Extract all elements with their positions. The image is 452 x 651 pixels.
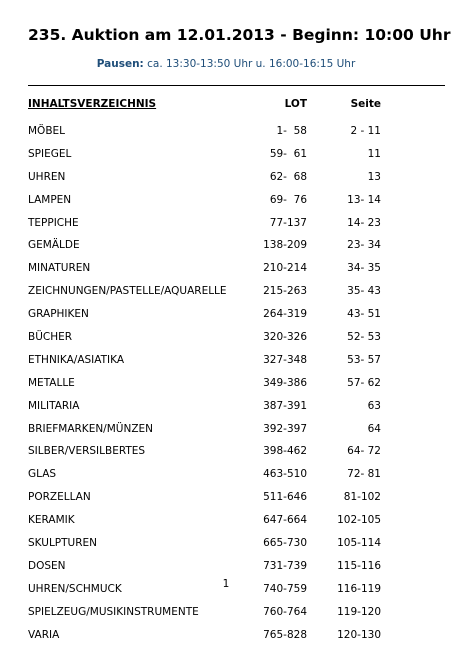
toc-row bbox=[28, 171, 381, 194]
pauses-value: ca. 13:30-13:50 Uhr u. 16:00-16:15 Uhr bbox=[147, 58, 356, 70]
lot-range: 77-137 bbox=[269, 216, 307, 229]
toc-row bbox=[28, 491, 381, 514]
lot-range: 665-730 bbox=[263, 537, 307, 550]
toc-row bbox=[28, 377, 381, 400]
lot-range: 138-209 bbox=[263, 239, 307, 252]
horizontal-divider bbox=[28, 85, 445, 86]
toc-row bbox=[28, 148, 381, 171]
page-range: 14- 23 bbox=[347, 216, 381, 229]
lot-range: 1- 58 bbox=[276, 125, 307, 137]
page-range: 2 - 11 bbox=[350, 125, 381, 137]
category-name: MINATUREN bbox=[28, 262, 91, 275]
lot-range: 349-386 bbox=[263, 376, 307, 389]
category-name: SPIEGEL bbox=[28, 147, 72, 160]
lot-column-header: LOT bbox=[284, 98, 307, 110]
page-range: 64- 72 bbox=[347, 445, 381, 458]
page-range: 116-119 bbox=[337, 582, 381, 595]
category-name: KERAMIK bbox=[28, 514, 75, 527]
category-name: BÜCHER bbox=[28, 331, 73, 344]
lot-range: 398-462 bbox=[263, 445, 307, 458]
category-name: SILBER/VERSILBERTES bbox=[28, 445, 146, 458]
toc-row bbox=[28, 514, 381, 537]
toc-row bbox=[28, 125, 381, 148]
page-range: 81-102 bbox=[343, 491, 381, 504]
toc-row bbox=[28, 308, 381, 331]
toc-row bbox=[28, 194, 381, 217]
page-range: 43- 51 bbox=[347, 308, 381, 321]
toc-row bbox=[28, 217, 381, 240]
lot-range: 765-828 bbox=[263, 628, 307, 641]
lot-range: 387-391 bbox=[263, 399, 307, 412]
toc-heading: INHALTSVERZEICHNIS bbox=[28, 98, 157, 110]
category-name: ZEICHNUNGEN/PASTELLE/AQUARELLE bbox=[28, 285, 227, 298]
category-name: GEMÄLDE bbox=[28, 239, 80, 252]
page-range: 63 bbox=[367, 399, 381, 412]
lot-range: 647-664 bbox=[263, 514, 307, 527]
lot-range: 210-214 bbox=[263, 262, 307, 275]
category-name: TEPPICHE bbox=[28, 216, 79, 229]
lot-range: 740-759 bbox=[263, 582, 307, 595]
lot-range: 69- 76 bbox=[269, 193, 307, 206]
category-name: BRIEFMARKEN/MÜNZEN bbox=[28, 422, 154, 435]
lot-range: 320-326 bbox=[263, 331, 307, 344]
toc-row bbox=[28, 262, 381, 285]
toc-row bbox=[28, 354, 381, 377]
toc-row bbox=[28, 285, 381, 308]
lot-range: 731-739 bbox=[263, 559, 307, 572]
lot-range: 760-764 bbox=[263, 605, 307, 618]
lot-range: 59- 61 bbox=[269, 147, 307, 160]
category-name: ETHNIKA/ASIATIKA bbox=[28, 353, 125, 366]
category-name: METALLE bbox=[28, 376, 75, 389]
lot-range: 511-646 bbox=[263, 491, 307, 504]
lot-range: 215-263 bbox=[263, 285, 307, 298]
pauses-label: Pausen: bbox=[96, 58, 144, 70]
toc-header-row bbox=[28, 96, 381, 118]
page-range: 105-114 bbox=[337, 537, 381, 550]
page-range: 57- 62 bbox=[347, 376, 381, 389]
lot-range: 327-348 bbox=[263, 353, 307, 366]
lot-range: 264-319 bbox=[263, 308, 307, 321]
lot-range: 463-510 bbox=[263, 468, 307, 481]
page-range: 72- 81 bbox=[347, 468, 381, 481]
page-range: 23- 34 bbox=[347, 239, 381, 252]
document-title: 235. Auktion am 12.01.2013 - Beginn: 10:00 Uhr bbox=[28, 26, 451, 44]
page-column-header: Seite bbox=[350, 98, 381, 110]
page-range: 64 bbox=[367, 422, 381, 435]
lot-range: 392-397 bbox=[263, 422, 307, 435]
toc-row bbox=[28, 331, 381, 354]
category-name: LAMPEN bbox=[28, 193, 72, 206]
toc-row bbox=[28, 468, 381, 491]
toc-row bbox=[28, 537, 381, 560]
toc-row bbox=[28, 606, 381, 629]
toc-row bbox=[28, 239, 381, 262]
category-name: MILITARIA bbox=[28, 399, 80, 412]
table-of-contents bbox=[28, 96, 381, 651]
page-range: 34- 35 bbox=[347, 262, 381, 275]
toc-row bbox=[28, 445, 381, 468]
category-name: UHREN/SCHMUCK bbox=[28, 582, 122, 595]
page-range: 35- 43 bbox=[347, 285, 381, 298]
page-number: 1 bbox=[222, 578, 230, 590]
page-range: 120-130 bbox=[337, 628, 381, 641]
category-name: GLAS bbox=[28, 468, 57, 481]
toc-row bbox=[28, 400, 381, 423]
category-name: GRAPHIKEN bbox=[28, 308, 89, 321]
page-range: 53- 57 bbox=[347, 353, 381, 366]
pauses-line bbox=[0, 58, 452, 70]
category-name: DOSEN bbox=[28, 559, 66, 572]
page-range: 119-120 bbox=[337, 605, 381, 618]
page-range: 13 bbox=[367, 170, 381, 183]
category-name: SPIELZEUG/MUSIKINSTRUMENTE bbox=[28, 605, 199, 618]
page-range: 115-116 bbox=[337, 559, 381, 572]
category-name: VARIA bbox=[28, 628, 60, 641]
toc-row bbox=[28, 423, 381, 446]
page-range: 52- 53 bbox=[347, 331, 381, 344]
page-range: 102-105 bbox=[337, 514, 381, 527]
toc-rows bbox=[28, 125, 381, 651]
page-range: 13- 14 bbox=[347, 193, 381, 206]
category-name: SKULPTUREN bbox=[28, 537, 98, 550]
page-range: 11 bbox=[367, 147, 381, 160]
category-name: PORZELLAN bbox=[28, 491, 91, 504]
category-name: UHREN bbox=[28, 170, 66, 183]
lot-range: 62- 68 bbox=[269, 170, 307, 183]
category-name: MÖBEL bbox=[28, 125, 66, 137]
